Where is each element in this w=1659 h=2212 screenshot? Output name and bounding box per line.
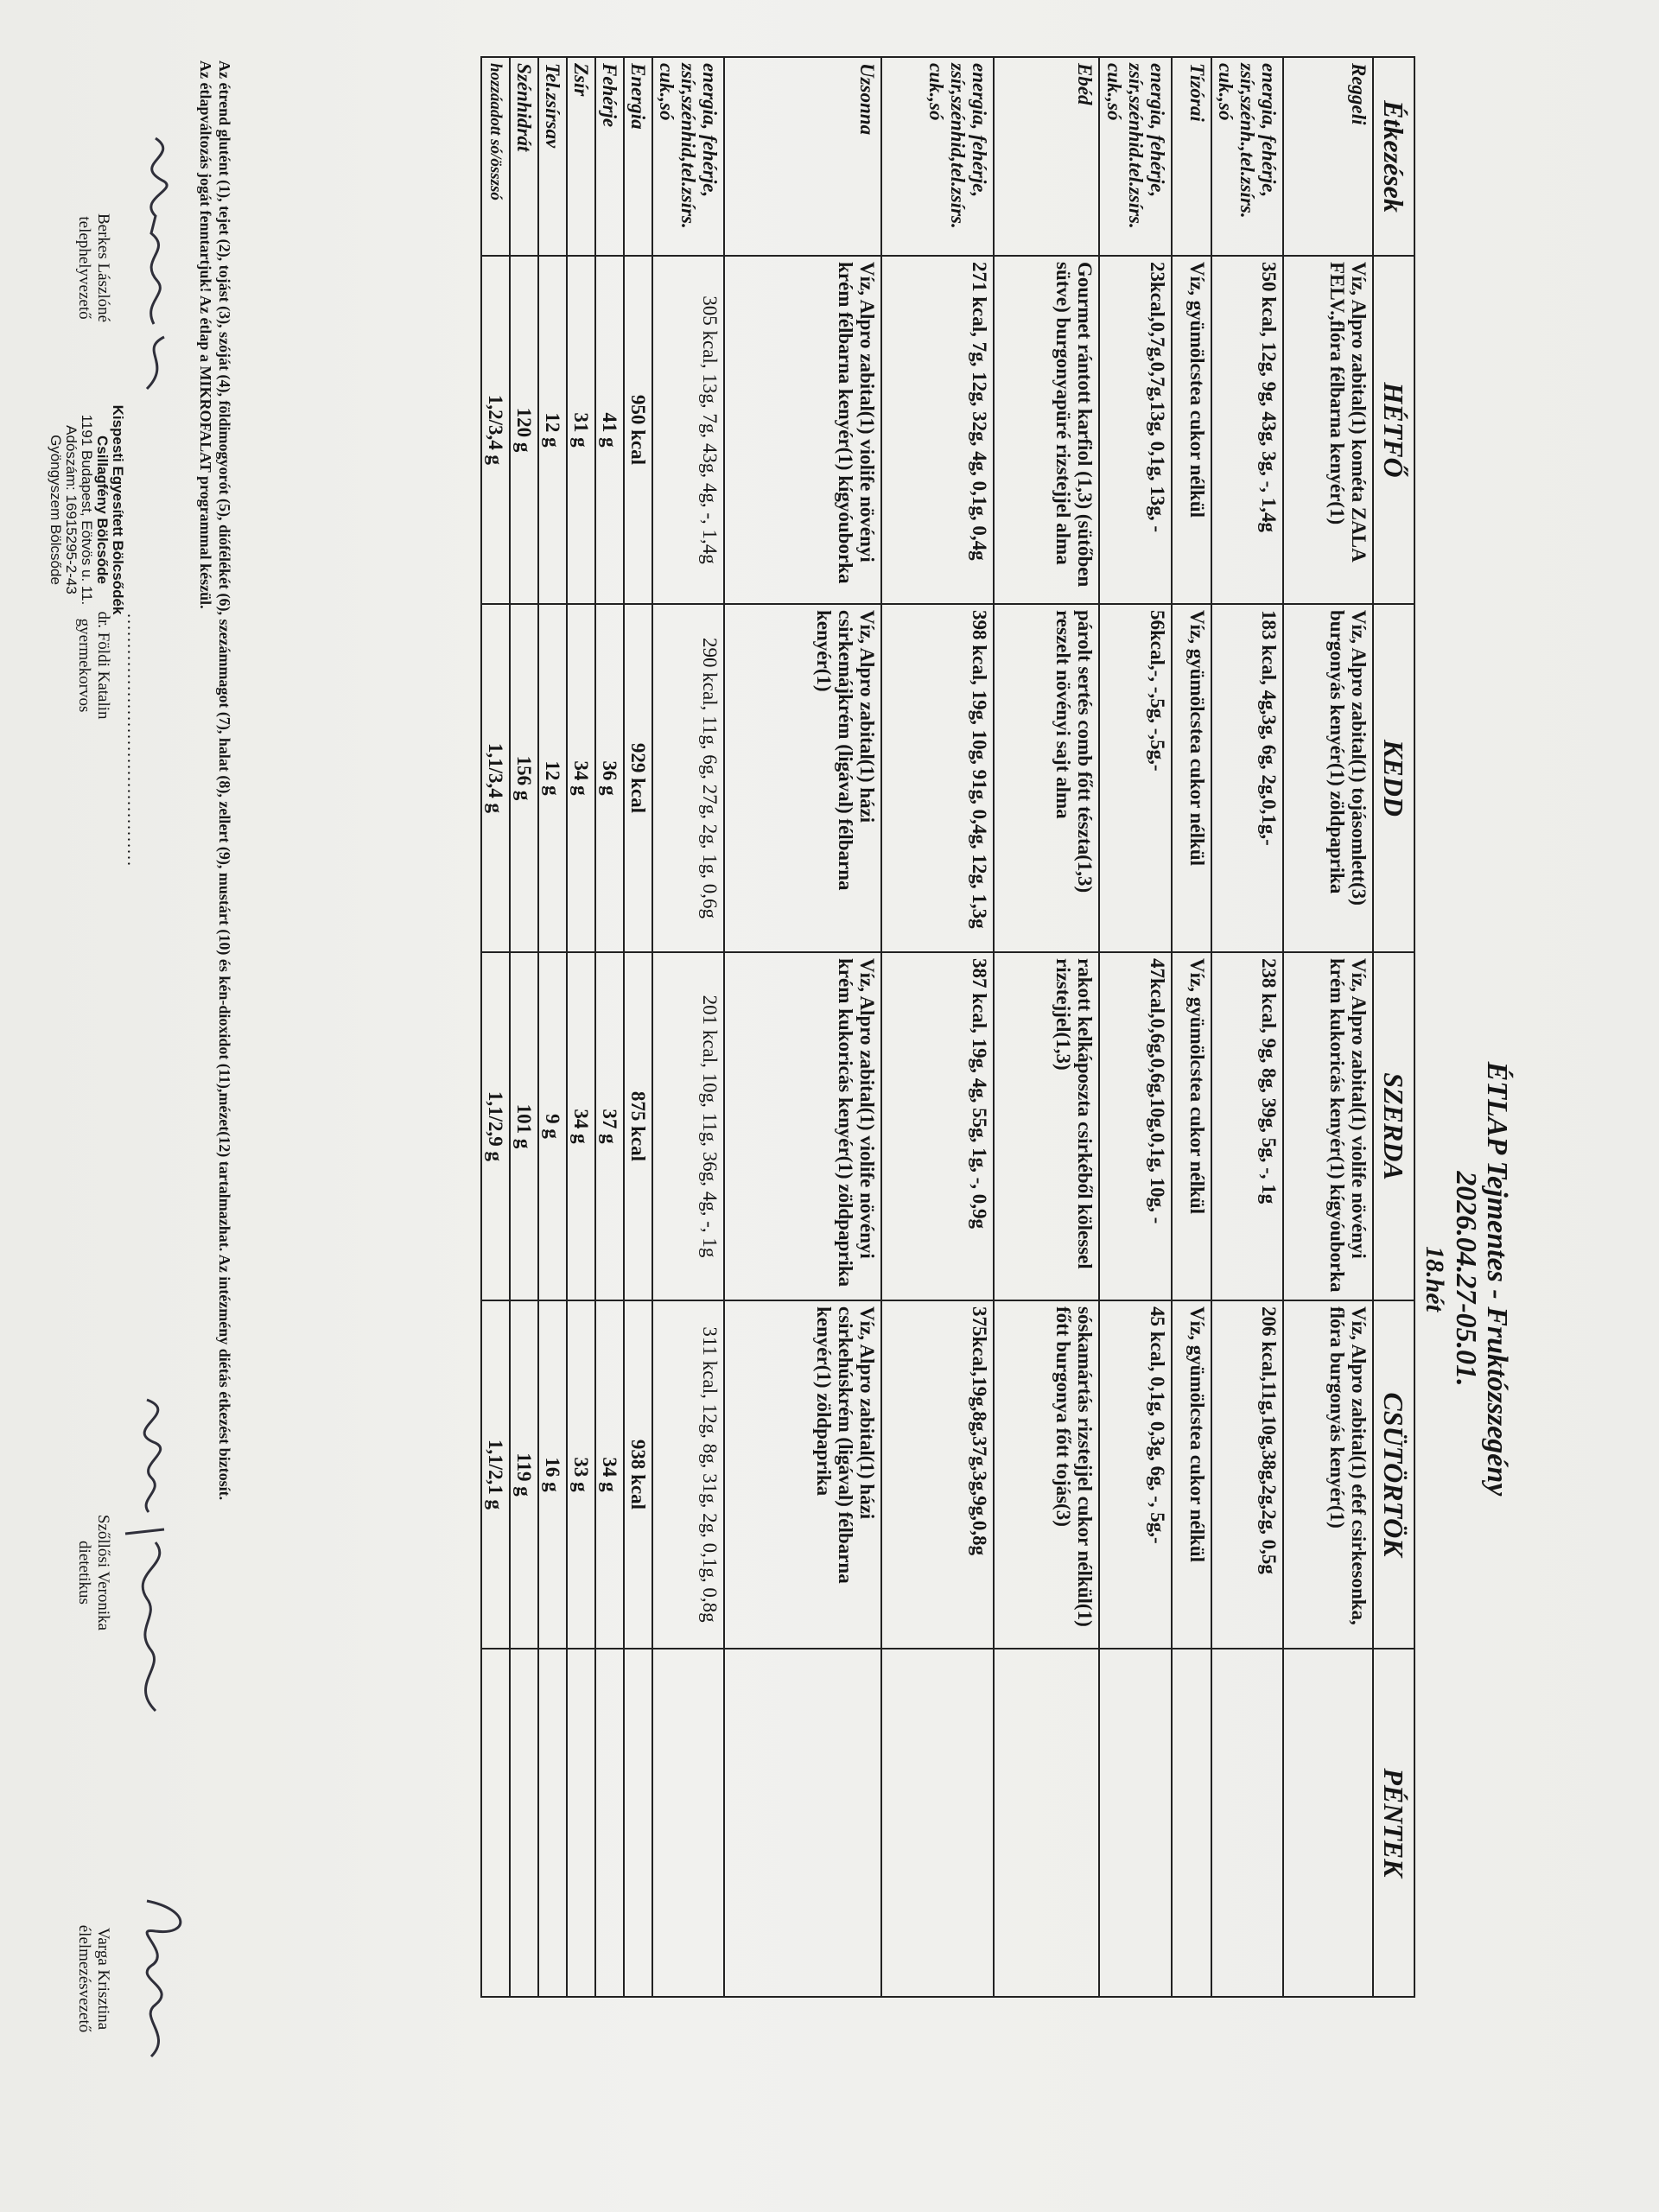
total-value — [510, 1649, 538, 1997]
menu-title: ÉTLAP Tejmentes - Fruktózszegény — [1481, 1061, 1513, 1497]
nutrition-label: energia, fehérje, zsír,szénhid,tel.zsírs. cuk.,só — [652, 57, 724, 256]
nutrition-value: 350 kcal, 12g, 9g, 43g, 3g, -, 1,4g — [1211, 256, 1283, 604]
total-value: 33 g — [567, 1300, 595, 1649]
day-header: PÉNTEK — [1373, 1649, 1414, 1997]
total-value: 950 kcal — [624, 256, 652, 604]
nutrition-value: 45 kcal, 0,1g, 0,3g, 6g, -, 5g,- — [1099, 1300, 1172, 1649]
institution-stamp — [48, 372, 125, 648]
total-value: 9 g — [538, 952, 567, 1300]
total-value: 12 g — [538, 604, 567, 952]
total-value: 1,2/3,4 g — [481, 256, 510, 604]
total-value — [481, 1649, 510, 1997]
stamp-line: Gyöngyszem Bölcsőde — [48, 435, 64, 585]
total-label: Zsír — [567, 57, 595, 256]
meal-item: rakott kelkáposzta csirkéből kölessel rizstejjel(1,3) — [994, 952, 1099, 1300]
signature-szollosi — [112, 1391, 190, 1754]
menu-table — [480, 56, 1415, 1998]
stamp-line: 1191 Budapest, Eötvös u. 11. — [79, 414, 95, 606]
total-value — [538, 1649, 567, 1997]
table-row — [1283, 57, 1373, 1997]
nutrition-label: energia, fehérje, zsír,szénh.,tel.zsírs. cuk.,só — [1211, 57, 1283, 256]
total-label: hozzáadott só/összsó — [481, 57, 510, 256]
total-value: 34 g — [567, 952, 595, 1300]
total-value: 12 g — [538, 256, 567, 604]
total-value: 875 kcal — [624, 952, 652, 1300]
day-header: KEDD — [1373, 604, 1414, 952]
table-row — [1211, 57, 1283, 1997]
meal-item: Víz, Alpro zabital(1) tojásomlett(3) burgonyás kenyér(1) zöldpaprika — [1283, 604, 1373, 952]
nutrition-label: energia, fehérje, zsír,szénhid,tel.zsírs. cuk.,só — [881, 57, 994, 256]
total-value: 31 g — [567, 256, 595, 604]
signature-berkes — [121, 130, 190, 423]
meal-item: Víz, gyümölcstea cukor nélkül — [1172, 952, 1211, 1300]
stamp-line: Adószám: 16915295-2-43 — [63, 425, 79, 594]
nutrition-value: 311 kcal, 12g, 8g, 31g, 2g, 0,1g, 0,8g — [652, 1300, 724, 1649]
meal-item: Víz, Alpro zabital(1) violife növényi krém kukoricás kenyér(1) kígyóuborka — [1283, 952, 1373, 1300]
signer-name: Berkes Lászlóné — [94, 213, 112, 323]
total-value: 16 g — [538, 1300, 567, 1649]
nutrition-value: 206 kcal,11g,10g,38g,2g,2g, 0,5g — [1211, 1300, 1283, 1649]
total-value: 34 g — [595, 1300, 624, 1649]
signer-role: élelmezésvezető — [75, 1924, 93, 2033]
meal-item: sóskamártás rizstejjel cukor nélkül(1) főtt burgonya főtt tojás(3) — [994, 1300, 1099, 1649]
signer-name: dr. Földi Katalin — [94, 611, 112, 720]
signer-role: gyermekorvos — [75, 618, 93, 713]
total-value: 1,1/2,1 g — [481, 1300, 510, 1649]
nutrition-value: 56kcal,-, -,5g, -,5g,- — [1099, 604, 1172, 952]
signature-varga — [121, 1884, 199, 2082]
nutrition-value: 201 kcal, 10g, 11g, 36g, 4g, -, 1g — [652, 952, 724, 1300]
meal-name: Ebéd — [994, 57, 1099, 256]
day-header: CSÜTÖRTÖK — [1373, 1300, 1414, 1649]
signer-role: telephelyvezető — [75, 216, 93, 320]
totals-row — [481, 57, 510, 1997]
day-header: SZERDA — [1373, 952, 1414, 1300]
table-row — [881, 57, 994, 1997]
table-row — [652, 57, 724, 1997]
meal-item: Víz, Alpro zabital(1) efef csirkesonka, flóra burgonyás kenyér(1) — [1283, 1300, 1373, 1649]
menu-dates: 2026.04.27-05.01. — [1450, 1171, 1482, 1387]
nutrition-label: energia, fehérje, zsír,szénhid.tel.zsírs. cuk.,só — [1099, 57, 1172, 256]
meal-item — [1283, 1649, 1373, 1997]
table-row — [1172, 57, 1211, 1997]
totals-row — [510, 57, 538, 1997]
total-value: 34 g — [567, 604, 595, 952]
nutrition-value — [652, 1649, 724, 1997]
total-label: Szénhidrát — [510, 57, 538, 256]
total-value: 929 kcal — [624, 604, 652, 952]
nutrition-value: 183 kcal, 4g,3g, 6g, 2g,0,1g,- — [1211, 604, 1283, 952]
menu-week: 18.hét — [1421, 1246, 1449, 1312]
total-value: 938 kcal — [624, 1300, 652, 1649]
signer-name: Varga Krisztina — [94, 1927, 112, 2031]
meal-name: Tízórai — [1172, 57, 1211, 256]
table-header-row — [1373, 57, 1414, 1997]
total-value — [595, 1649, 624, 1997]
meal-item: Víz, Alpro zabital(1) kométa ZALA FELV.,flóra félbarna kenyér(1) — [1283, 256, 1373, 604]
nutrition-value: 290 kcal, 11g, 6g, 27g, 2g, 1g, 0,6g — [652, 604, 724, 952]
nutrition-value — [1211, 1649, 1283, 1997]
allergen-footnote: Az étrend glutént (1), tejet (2), tojást (3), szóját (4), földimogyorót (5), diófélékét (6), szezámmagot (7), halat (8), zellert (9), mustárt (10) és kén-dioxidot (11),mézet(12) tartalmazhat. Az intézmény diétás étkezést biztosít. — [216, 60, 233, 1501]
nutrition-value: 238 kcal, 9g, 8g, 39g, 5g, -, 1g — [1211, 952, 1283, 1300]
nutrition-value: 23kcal,0,7g,0,7g,13g, 0,1g, 13g, - — [1099, 256, 1172, 604]
totals-row — [567, 57, 595, 1997]
meal-item: párolt sertés comb főtt tészta(1,3) reszelt növényi sajt alma — [994, 604, 1099, 952]
nutrition-value — [1099, 1649, 1172, 1997]
total-value: 120 g — [510, 256, 538, 604]
meal-item: Gourmet rántott karfiol (1,3) (sütőben sütve) burgonyapüré rizstejjel alma — [994, 256, 1099, 604]
meal-item: Víz, Alpro zabital(1) violife növényi krém kukoricás kenyér(1) zöldpaprika — [724, 952, 881, 1300]
meal-item: Víz, gyümölcstea cukor nélkül — [1172, 1300, 1211, 1649]
nutrition-value: 387 kcal, 19g, 4g, 55g, 1g, -, 0,9g — [881, 952, 994, 1300]
signer-name: Szőllősi Veronika — [94, 1514, 112, 1631]
meal-item: Víz, Alpro zabital(1) házi csirkehúskrém (ligával) félbarna kenyér(1) zöldpaprika — [724, 1300, 881, 1649]
table-row — [994, 57, 1099, 1997]
meal-item — [1172, 1649, 1211, 1997]
stamp-line: Csillagfény Bölcsőde — [94, 435, 111, 584]
nutrition-value: 47kcal,0,6g,0,6g,10g,0,1g, 10g, - — [1099, 952, 1172, 1300]
meal-item — [724, 1649, 881, 1997]
meal-item: Víz, gyümölcstea cukor nélkül — [1172, 604, 1211, 952]
meal-item — [994, 1649, 1099, 1997]
nutrition-value — [881, 1649, 994, 1997]
nutrition-value: 271 kcal, 7g, 12g, 32g, 4g, 0,1g, 0,4g — [881, 256, 994, 604]
meal-name: Uzsonna — [724, 57, 881, 256]
nutrition-value: 398 kcal, 19g, 10g, 91g, 0,4g, 12g, 1,3g — [881, 604, 994, 952]
meal-name: Reggeli — [1283, 57, 1373, 256]
meal-item: Víz, Alpro zabital(1) házi csirkemájkrém (ligával) félbarna kenyér(1) — [724, 604, 881, 952]
table-row — [1099, 57, 1172, 1997]
totals-row — [538, 57, 567, 1997]
day-header: HÉTFŐ — [1373, 256, 1414, 604]
total-label: Tel.zsírsav — [538, 57, 567, 256]
total-value — [624, 1649, 652, 1997]
meal-item: Víz, gyümölcstea cukor nélkül — [1172, 256, 1211, 604]
totals-row — [624, 57, 652, 1997]
total-value: 1,1/2,9 g — [481, 952, 510, 1300]
total-value: 156 g — [510, 604, 538, 952]
totals-row — [595, 57, 624, 1997]
total-value: 101 g — [510, 952, 538, 1300]
corner-header: Étkezések — [1373, 57, 1414, 256]
total-label: Fehérje — [595, 57, 624, 256]
nutrition-value: 375kcal,19g,8g,37g,3g,9g,0,8g — [881, 1300, 994, 1649]
menu-change-note: Az étlapváltozás jogát fenntartjuk! Az étlap a MIKROFALAT programmal készül. — [197, 60, 214, 609]
signature-line: .......................................... — [124, 613, 143, 868]
stamp-line: Kispesti Egyesített Bölcsődék — [110, 404, 126, 615]
total-value: 41 g — [595, 256, 624, 604]
total-value: 36 g — [595, 604, 624, 952]
table-row — [724, 57, 881, 1997]
signer-role: dietetikus — [75, 1541, 93, 1605]
total-value: 119 g — [510, 1300, 538, 1649]
total-label: Energia — [624, 57, 652, 256]
total-value — [567, 1649, 595, 1997]
total-value: 37 g — [595, 952, 624, 1300]
meal-item: Víz, Alpro zabital(1) violife növényi krém félbarna kenyér(1) kígyóuborka — [724, 256, 881, 604]
total-value: 1,1/3,4 g — [481, 604, 510, 952]
nutrition-value: 305 kcal, 13g, 7g, 43g, 4g, -, 1,4g — [652, 256, 724, 604]
